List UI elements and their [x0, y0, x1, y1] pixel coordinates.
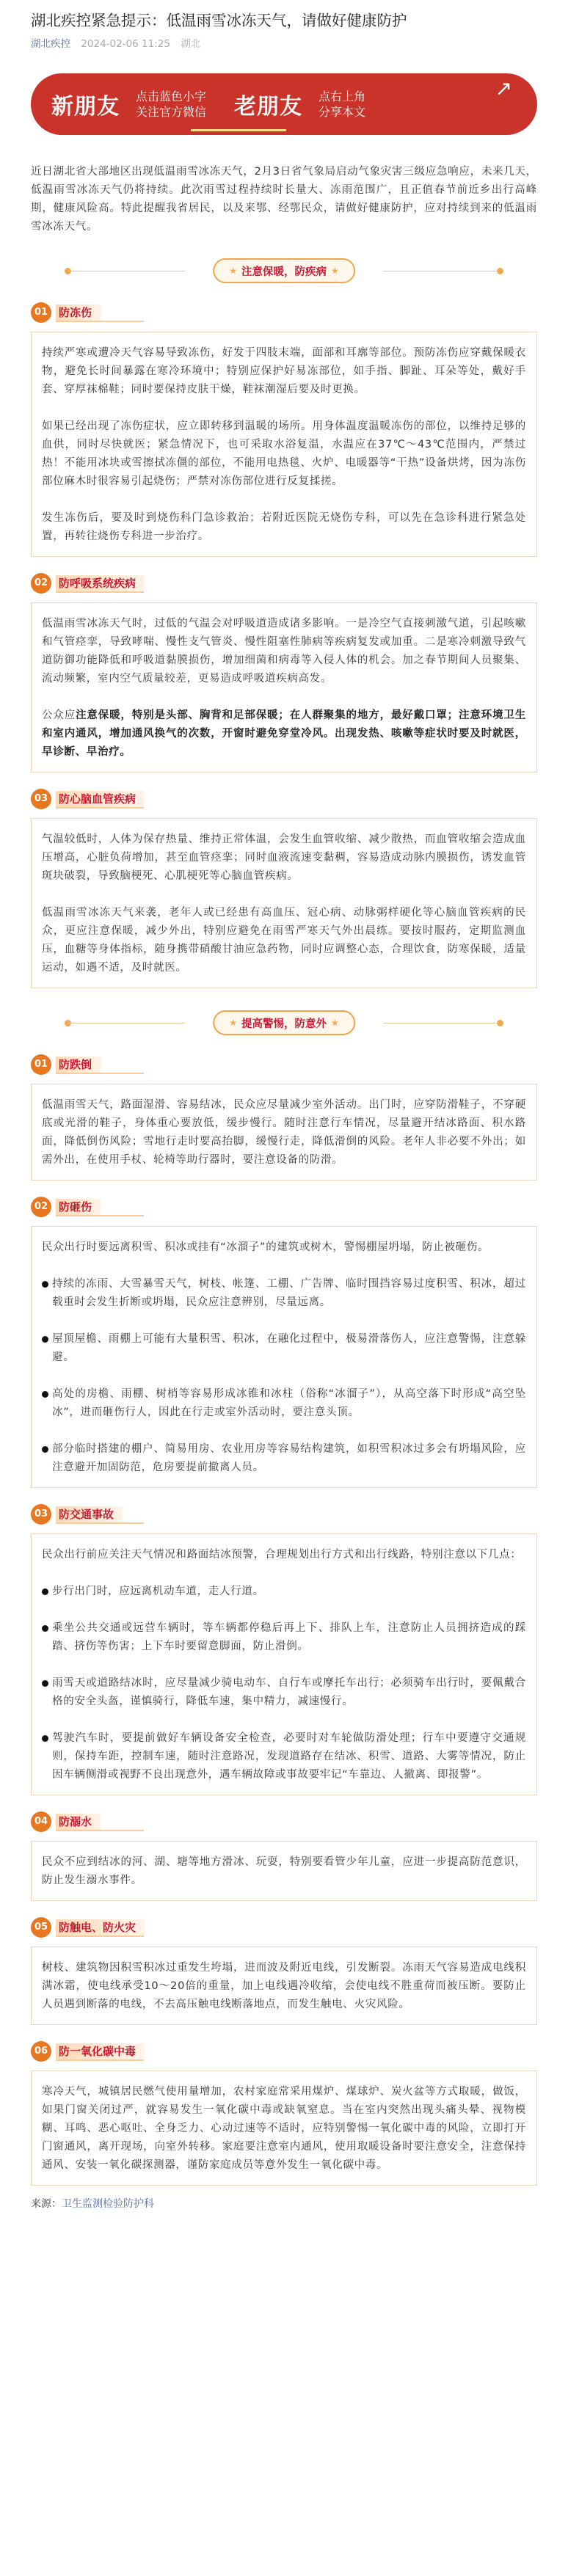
section-heading-1 — [31, 257, 537, 286]
number-badge: 01 — [31, 1054, 51, 1075]
divider — [68, 1023, 185, 1024]
paragraph: 低温雨雪天气，路面湿滑、容易结冰，民众应尽量减少室外活动。出门时，应穿防滑鞋子，不穿硬底或光滑的鞋子，身体重心要放低，缓步慢行。随时注意行车情况，尽量避开结冰路面、积水路面，降低倒伤风险；雪地行走时要高抬脚，缓慢行走，降低滑倒的风险。老年人非必要不外出；如需外出，在使用手杖、轮椅等助行器时，要注意设备的防滑。 — [42, 1099, 526, 1166]
star-icon: ★ — [331, 266, 339, 276]
subheading-label: 防砸伤 — [56, 1199, 101, 1215]
banner-old-friend: 老朋友 — [234, 94, 303, 120]
bullet-item: 乘坐公共交通或远营车辆时，等车辆都停稳后再上下、排队上车，注意防止人员拥挤造成的踩踏、挤伤等伤害；上下车时要留意脚面，防止滑倒。 — [42, 1619, 526, 1656]
subheading — [31, 1504, 537, 1526]
section-title-pill — [213, 258, 355, 283]
subheading — [31, 1054, 537, 1076]
subheading — [31, 573, 537, 595]
banner-new-friend: 新朋友 — [51, 94, 120, 120]
section-title: 提高警惕，防意外 — [241, 1018, 327, 1030]
subheading — [31, 2041, 537, 2063]
subheading-label: 防触电、防火灾 — [56, 1919, 145, 1935]
content-box — [31, 1841, 537, 1901]
content-box — [31, 1226, 537, 1488]
subheading — [31, 1197, 537, 1219]
paragraph: 低温雨雪冰冻天气时，过低的气温会对呼吸道造成诸多影响。一是冷空气直接刺激气道，引起咳嗽和气管痉挛，导致哮喘、慢性支气管炎、慢性阻塞性肺病等疾病复发或加重。二是寒冷刺激导致气道防御功能降低和呼吸道黏膜损伤，增加细菌和病毒等入侵人体的机会。加之春节期间人员聚集、流动频繁，室内空气质量较差，更易造成呼吸道疾病高发。 — [42, 618, 526, 685]
subheading — [31, 1917, 537, 1939]
subheading-label: 防一氧化碳中毒 — [56, 2043, 145, 2059]
number-badge: 05 — [31, 1917, 51, 1938]
subheading-label: 防溺水 — [56, 1814, 101, 1830]
paragraph: 如果已经出现了冻伤症状，应立即转移到温暖的场所。用身体温度温暖冻伤的部位，以维持足够的血供，同时尽快就医；紧急情况下，也可采取水浴复温，水温应在37℃～43℃范围内，严禁过热！不能用冰块或雪擦拭冻僵的部位，不能用电热毯、火炉、电暖器等“干热”设备烘烤，因为冻伤部位麻木时很容易引起烧伤；严禁对冻伤部位进行反复揉搓。 — [42, 420, 526, 487]
number-badge: 03 — [31, 1504, 51, 1525]
bullet-item: 屋顶屋檐、雨棚上可能有大量积雪、积冰，在融化过程中，极易滑落伤人，应注意警惕，注意躲避。 — [42, 1330, 526, 1367]
paragraph: 低温雨雪冰冻天气来袭，老年人或已经患有高血压、冠心病、动脉粥样硬化等心脑血管疾病的民众，更应注意保暖，减少外出，特别应避免在雨雪严寒天气外出晨练。要按时服药，定期监测血压，血糖等身体指标，随身携带硝酸甘油应急药物，同时应调整心态，合理饮食，防寒保暖，适量运动，如遇不适，及时就医。 — [42, 907, 526, 974]
subheading-label: 防交通事故 — [56, 1506, 123, 1522]
divider — [56, 1935, 144, 1937]
number-badge: 02 — [31, 573, 51, 594]
bullet-item: 步行出门时，应远离机动车道，走人行道。 — [42, 1583, 526, 1601]
section-title: 注意保暖，防疾病 — [241, 266, 327, 278]
section-title-pill — [213, 1010, 355, 1035]
star-icon: ★ — [229, 266, 237, 276]
bullet-item: 部分临时搭建的棚户、简易用房、农业用房等容易结构建筑，如积雪积冰过多会有坍塌风险，应注意避开加固防范，危房要提前撤离人员。 — [42, 1440, 526, 1477]
banner-left-tip — [136, 89, 206, 120]
content-box — [31, 602, 537, 773]
paragraph — [42, 707, 526, 762]
dot-icon — [497, 1020, 503, 1026]
star-icon: ★ — [229, 1018, 237, 1028]
number-badge: 04 — [31, 1811, 51, 1832]
divider — [56, 807, 144, 809]
divider — [56, 321, 144, 322]
subheading — [31, 302, 537, 324]
content-box — [31, 1084, 537, 1181]
account-link[interactable]: 湖北疾控 — [31, 38, 70, 50]
number-badge: 06 — [31, 2041, 51, 2062]
banner-underline — [191, 129, 286, 131]
paragraph: 民众出行时要远离积雪、积冰或挂有“冰溜子”的建筑或树木，警惕棚屋坍塌，防止被砸伤。 — [42, 1241, 489, 1253]
divider — [56, 1830, 144, 1831]
arrow-up-right-icon: ↗ — [495, 76, 512, 101]
content-box — [31, 332, 537, 557]
banner-right-tip-1: 点右上角 — [318, 90, 366, 103]
source-link[interactable]: 卫生监测检验防护科 — [62, 2198, 154, 2210]
banner-left-tip-1: 点击蓝色小字 — [136, 90, 207, 103]
banner-left-tip-2: 关注官方微信 — [136, 105, 207, 119]
number-badge: 02 — [31, 1197, 51, 1217]
paragraph: 气温较低时，人体为保存热量、维持正常体温，会发生血管收缩、减少散热，而血管收缩会造成血压增高，心脏负荷增加，甚至血管痉挛；同时血液流速变黏稠，容易造成动脉内膜损伤，诱发血管斑块破裂，导致脑梗死、心肌梗死等心脑血管疾病。 — [42, 833, 526, 882]
source-line — [31, 2196, 537, 2211]
content-box — [31, 2070, 537, 2186]
divider — [56, 1522, 144, 1524]
paragraph: 树枝、建筑物因积雪积冰过重发生垮塌，进而波及附近电线，引发断裂。冻雨天气容易造成电线积满冰霜，使电线承受10～20倍的重量，加上电线遇冷收缩，会使电线不胜重荷而被压断。要防止人员遇到断落的电线，不去高压触电线断落地点，而发生触电、火灾风险。 — [42, 1962, 526, 2010]
dot-icon — [497, 268, 503, 274]
bold-text: 注意保暖，特别是头部、胸背和足部保暖；在人群聚集的地方，最好戴口罩；注意环境卫生和室内通风，增加通风换气的次数，开窗时避免穿堂冷风。出现发热、咳嗽等症状时要及时就医，早诊断、早治疗。 — [42, 709, 526, 758]
banner-right-tip-2: 分享本文 — [318, 105, 366, 119]
follow-banner[interactable] — [31, 73, 537, 135]
bullet-item: 高处的房檐、雨棚、树梢等容易形成冰锥和冰柱（俗称“冰溜子”），从高空落下时形成“高空坠冰”，进而砸伤行人，因此在行走或室外活动时，要注意头顶。 — [42, 1385, 526, 1422]
content-box — [31, 818, 537, 988]
article-meta — [31, 37, 537, 51]
intro-paragraph: 近日湖北省大部地区出现低温雨雪冰冻天气，2月3日省气象局启动气象灾害三级应急响应，未来几天，低温雨雪冰冻天气仍将持续。此次雨雪过程持续时长量大、冻雨范围广，且正值春节前近乡出行高峰期，健康风险高。特此提醒我省居民，以及来鄂、经鄂民众，请做好健康防护，应对持续到来的低温雨雪冰冻天气。 — [31, 166, 537, 233]
divider — [56, 591, 144, 593]
banner-right-tip — [318, 89, 365, 120]
paragraph: 民众出行前应关注天气情况和路面结冰预警，合理规划出行方式和出行线路，特别注意以下几点： — [42, 1549, 522, 1561]
bullet-item: 持续的冻雨、大雪暴雪天气，树枝、帐篷、工棚、广告牌、临时围挡容易过度积雪、积冰，超过载重时会发生折断或坍塌，民众应注意辨别，尽量远离。 — [42, 1275, 526, 1312]
number-badge: 03 — [31, 789, 51, 809]
subheading — [31, 1811, 537, 1834]
subheading-label: 防呼吸系统疾病 — [56, 575, 145, 591]
divider — [56, 1215, 144, 1216]
paragraph: 持续严寒或遭冷天气容易导致冻伤，好发于四肢末端，面部和耳廓等部位。预防冻伤应穿戴保暖衣物，避免长时间暴露在寒冷环境中；特别应保护好易冻部位，如手指、脚趾、耳朵等处，戴好手套、穿厚袜棉鞋；同时要保持皮肤干燥，鞋袜潮湿后要及时更换。 — [42, 347, 526, 395]
paragraph: 发生冻伤后，要及时到烧伤科门急诊救治；若附近医院无烧伤专科，可以先在急诊科进行紧急处置，再转往烧伤专科进一步治疗。 — [42, 512, 526, 542]
publish-location: 湖北 — [181, 38, 201, 50]
divider — [383, 1023, 500, 1024]
subheading-label: 防冻伤 — [56, 304, 101, 321]
paragraph-prefix: 公众应 — [42, 709, 76, 721]
section-heading-2 — [31, 1009, 537, 1038]
bullet-item: 雨雪天或道路结冰时，应尽量减少骑电动车、自行车或摩托车出行；必须骑车出行时，要佩戴合格的安全头盔，谨慎骑行，降低车速，集中精力，减速慢行。 — [42, 1674, 526, 1711]
paragraph: 寒冷天气，城镇居民燃气使用量增加，农村家庭常采用煤炉、煤球炉、炭火盆等方式取暖，做饭，如果门窗关闭过严，就容易发生一氧化碳中毒或缺氧窒息。当在室内突然出现头痛头晕、视物模糊、耳鸣、恶心呕吐、全身乏力、心动过速等不适时，应特别警惕一氧化碳中毒的风险，立即打开门窗通风，离开现场，向室外转移。家庭要注意室内通风，使用取暖设备时要注意安全，注意保持通风、安装一氧化碳探测器，谨防家庭成员等意外发生一氧化碳中毒。 — [42, 2086, 526, 2171]
star-icon: ★ — [331, 1018, 339, 1028]
subheading-label: 防跌倒 — [56, 1057, 101, 1073]
publish-time: 2024-02-06 11:25 — [81, 38, 170, 50]
bullet-item: 驾驶汽车时，要提前做好车辆设备安全检查，必要时对车轮做防滑处理；行车中要遵守交通规则，保持车距，控制车速，随时注意路况，发现道路存在结冰、积雪、道路、大雾等情况，防止因车辆侧滑或视野不良出现意外，遇车辆故障或事故要牢记“车靠边、人撤离、即报警”。 — [42, 1729, 526, 1784]
divider — [56, 1073, 144, 1074]
source-label: 来源： — [31, 2198, 62, 2210]
subheading — [31, 789, 537, 811]
number-badge: 01 — [31, 302, 51, 323]
article-title: 湖北疾控紧急提示：低温雨雪冰冻天气，请做好健康防护 — [31, 12, 407, 29]
divider — [56, 2059, 144, 2061]
paragraph: 民众不应到结冰的河、湖、塘等地方滑冰、玩耍，特别要看管少年儿童，应进一步提高防范意识，防止发生溺水事件。 — [42, 1856, 526, 1886]
content-box — [31, 1946, 537, 2025]
subheading-label: 防心脑血管疾病 — [56, 791, 145, 807]
content-box — [31, 1533, 537, 1795]
